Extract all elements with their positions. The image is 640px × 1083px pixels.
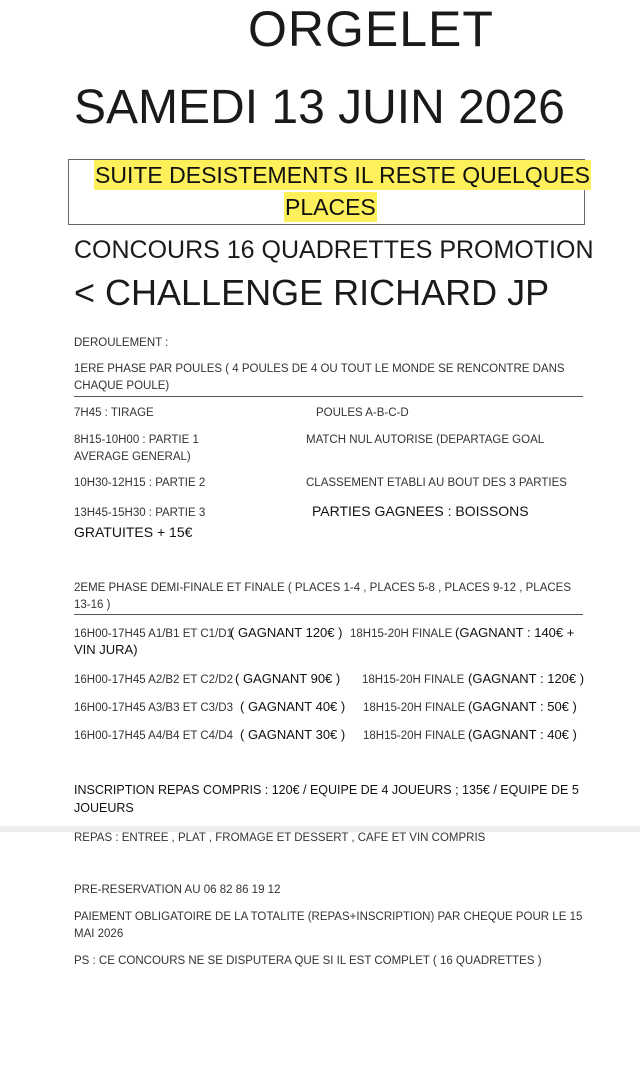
phase1-divider	[74, 396, 583, 397]
phase2-row-1-final: 18H15-20H FINALE	[350, 628, 453, 640]
ps-text: PS : CE CONCOURS NE SE DISPUTERA QUE SI IL EST COMPLET ( 16 QUADRETTES )	[74, 955, 542, 967]
phase1-row-4-right: PARTIES GAGNEES : BOISSONS	[312, 503, 529, 519]
phase2-row-4-semi-prize: ( GAGNANT 30€ )	[240, 727, 346, 742]
reservation-text: PRE-RESERVATION AU 06 82 86 19 12	[74, 884, 281, 896]
event-date: SAMEDI 13 JUIN 2026	[74, 81, 565, 134]
phase1-row-2-right: MATCH NUL AUTORISE (DEPARTAGE GOAL	[306, 434, 545, 446]
phase2-row-3-final-prize: (GAGNANT : 50€ )	[468, 699, 577, 714]
deroulement-label: DEROULEMENT :	[74, 337, 169, 349]
paiement-text: PAIEMENT OBLIGATOIRE DE LA TOTALITE (REPAS+INSCRIPTION) PAR CHEQUE POUR LE 15 MAI 2026	[74, 911, 583, 940]
repas-text: REPAS : ENTREE , PLAT , FROMAGE ET DESSERT , CAFE ET VIN COMPRIS	[74, 832, 486, 844]
phase1-row-3-left: 10H30-12H15 : PARTIE 2	[74, 477, 206, 489]
phase1-row-4-continuation: GRATUITES + 15€	[74, 524, 193, 540]
phase2-row-3-final: 18H15-20H FINALE	[363, 702, 466, 714]
phase2-row-1-semi-prize: ( GAGNANT 120€ )	[230, 625, 343, 640]
phase2-row-3-semi-prize: ( GAGNANT 40€ )	[240, 699, 346, 714]
inscription-text: INSCRIPTION REPAS COMPRIS : 120€ / EQUIPE DE 4 JOUEURS ; 135€ / EQUIPE DE 5 JOUEURS	[74, 783, 579, 815]
phase2-row-4-final: 18H15-20H FINALE	[363, 730, 466, 742]
phase2-divider	[74, 614, 583, 615]
notice-line-1: SUITE DESISTEMENTS IL RESTE QUELQUES	[95, 162, 591, 188]
phase1-row-3-right: CLASSEMENT ETABLI AU BOUT DES 3 PARTIES	[306, 477, 567, 489]
phase1-row-1-right: POULES A-B-C-D	[316, 407, 409, 419]
notice-line-2: PLACES	[285, 194, 376, 220]
phase2-row-4-semi: 16H00-17H45 A4/B4 ET C4/D4	[74, 730, 233, 742]
phase2-row-1-semi: 16H00-17H45 A1/B1 ET C1/D1	[74, 628, 233, 640]
challenge-title: < CHALLENGE RICHARD JP	[74, 272, 550, 313]
phase2-row-4-final-prize: (GAGNANT : 40€ )	[468, 727, 577, 742]
concours-title: CONCOURS 16 QUADRETTES PROMOTION	[74, 236, 594, 264]
phase1-row-4-left: 13H45-15H30 : PARTIE 3	[74, 507, 206, 519]
town-title: ORGELET	[248, 1, 494, 57]
phase2-title: 2EME PHASE DEMI-FINALE ET FINALE ( PLACES 1-4 , PLACES 5-8 , PLACES 9-12 , PLACES 13-16 )	[74, 582, 572, 611]
phase2-row-2-semi-prize: ( GAGNANT 90€ )	[235, 671, 341, 686]
phase1-title: 1ERE PHASE PAR POULES ( 4 POULES DE 4 OU TOUT LE MONDE SE RENCONTRE DANS CHAQUE POULE)	[74, 363, 565, 392]
phase1-row-2-left: 8H15-10H00 : PARTIE 1 AVERAGE GENERAL)	[74, 434, 199, 463]
phase2-row-2-final: 18H15-20H FINALE	[362, 674, 465, 686]
phase2-row-2-final-prize: (GAGNANT : 120€ )	[468, 671, 585, 686]
phase1-row-1-left: 7H45 : TIRAGE	[74, 407, 154, 419]
phase2-row-1-continuation: VIN JURA)	[74, 642, 138, 657]
phase2-row-1-final-prize: (GAGNANT : 140€ +	[455, 625, 575, 640]
phase2-row-3-semi: 16H00-17H45 A3/B3 ET C3/D3	[74, 702, 233, 714]
phase2-row-2-semi: 16H00-17H45 A2/B2 ET C2/D2	[74, 674, 233, 686]
